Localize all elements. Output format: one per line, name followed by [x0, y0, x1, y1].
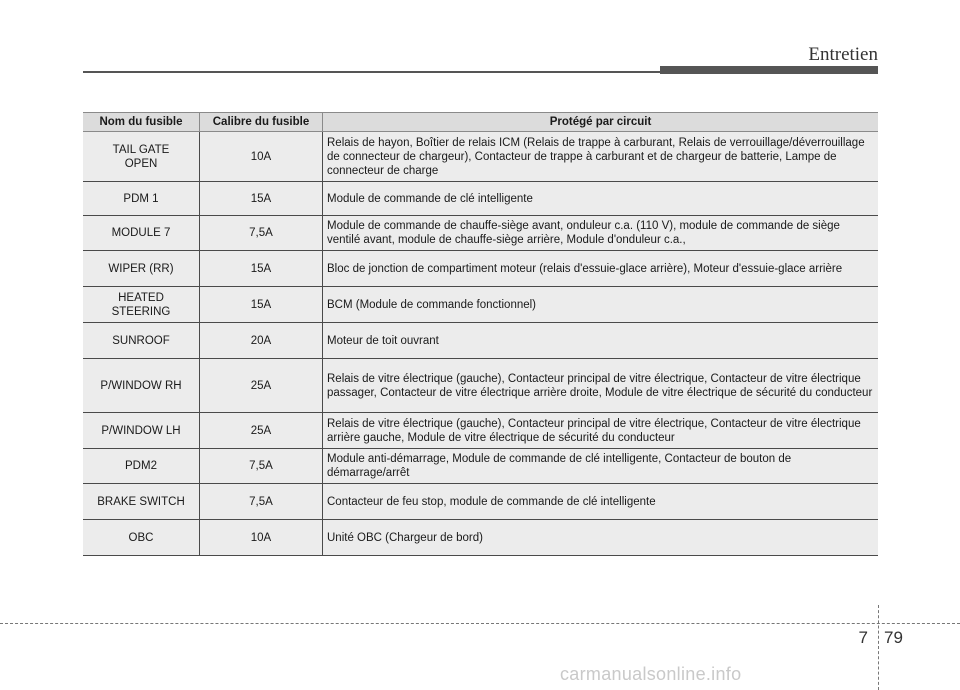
table-row: [83, 251, 878, 287]
fuse-rating-cell: 15A: [200, 182, 323, 216]
page-header-title: Entretien: [808, 44, 878, 65]
protected-circuit-cell: Bloc de jonction de compartiment moteur (relais d'essuie-glace arrière), Moteur d'essuie-glace arrière: [323, 251, 879, 287]
table-row: [83, 484, 878, 520]
fuse-rating-cell: 7,5A: [200, 216, 323, 251]
table-row: [83, 182, 878, 216]
fuse-rating-cell: 10A: [200, 520, 323, 556]
fuse-name-cell: BRAKE SWITCH: [83, 484, 200, 520]
header-rule-thin: [83, 71, 663, 73]
fuse-rating-cell: 20A: [200, 323, 323, 359]
fuse-name-cell: TAIL GATE OPEN: [83, 132, 200, 182]
protected-circuit-cell: Contacteur de feu stop, module de commande de clé intelligente: [323, 484, 879, 520]
fuse-name-cell: PDM 1: [83, 182, 200, 216]
table-row: [83, 323, 878, 359]
fuse-name-cell: PDM2: [83, 449, 200, 484]
protected-circuit-cell: Relais de hayon, Boîtier de relais ICM (Relais de trappe à carburant, Relais de verrouillage/déverrouillage de connecteur de chargeur), Contacteur de trappe à carburant et de chargeur de batterie, Lampe de connecteur de charge: [323, 132, 879, 182]
chapter-number: 7: [858, 628, 868, 647]
table-row: [83, 359, 878, 413]
fuse-name-cell: P/WINDOW LH: [83, 413, 200, 449]
fuse-rating-cell: 10A: [200, 132, 323, 182]
column-header-name: Nom du fusible: [83, 113, 200, 132]
table-row: [83, 449, 878, 484]
fuse-name-cell: MODULE 7: [83, 216, 200, 251]
fuse-name-cell: WIPER (RR): [83, 251, 200, 287]
page-number: 79: [884, 628, 903, 647]
protected-circuit-cell: Relais de vitre électrique (gauche), Contacteur principal de vitre électrique, Contacteur de vitre électrique arrière gauche, Module de vitre électrique de sécurité du conducteur: [323, 413, 879, 449]
fuse-name-cell: HEATED STEERING: [83, 287, 200, 323]
protected-circuit-cell: Relais de vitre électrique (gauche), Contacteur principal de vitre électrique, Contacteur de vitre électrique passager, Contacteur de vitre électrique arrière droite, Module de vitre électrique de sécurité du conducteur: [323, 359, 879, 413]
table-header-row: [83, 113, 878, 132]
fuse-rating-cell: 7,5A: [200, 449, 323, 484]
fuse-rating-cell: 15A: [200, 287, 323, 323]
fuse-name-cell: SUNROOF: [83, 323, 200, 359]
table-row: [83, 132, 878, 182]
protected-circuit-cell: Module de commande de clé intelligente: [323, 182, 879, 216]
fuse-rating-cell: 25A: [200, 359, 323, 413]
protected-circuit-cell: Module anti-démarrage, Module de commande de clé intelligente, Contacteur de bouton de démarrage/arrêt: [323, 449, 879, 484]
protected-circuit-cell: BCM (Module de commande fonctionnel): [323, 287, 879, 323]
protected-circuit-cell: Moteur de toit ouvrant: [323, 323, 879, 359]
fuse-table: [83, 112, 878, 556]
column-header-rating: Calibre du fusible: [200, 113, 323, 132]
footer-dashed-rule: [0, 623, 960, 624]
fuse-table-body: [83, 132, 878, 556]
table-row: [83, 287, 878, 323]
table-row: [83, 216, 878, 251]
watermark-text: carmanualsonline.info: [560, 664, 742, 684]
table-row: [83, 520, 878, 556]
fuse-rating-cell: 15A: [200, 251, 323, 287]
table-row: [83, 413, 878, 449]
footer-vertical-rule: [878, 605, 879, 690]
protected-circuit-cell: Module de commande de chauffe-siège avant, onduleur c.a. (110 V), module de commande de siège ventilé avant, module de chauffe-siège arrière, Module d'onduleur c.a.,: [323, 216, 879, 251]
column-header-circuit: Protégé par circuit: [323, 113, 879, 132]
header-rule-thick: [660, 66, 878, 74]
fuse-name-cell: OBC: [83, 520, 200, 556]
fuse-name-cell: P/WINDOW RH: [83, 359, 200, 413]
fuse-rating-cell: 25A: [200, 413, 323, 449]
protected-circuit-cell: Unité OBC (Chargeur de bord): [323, 520, 879, 556]
fuse-rating-cell: 7,5A: [200, 484, 323, 520]
